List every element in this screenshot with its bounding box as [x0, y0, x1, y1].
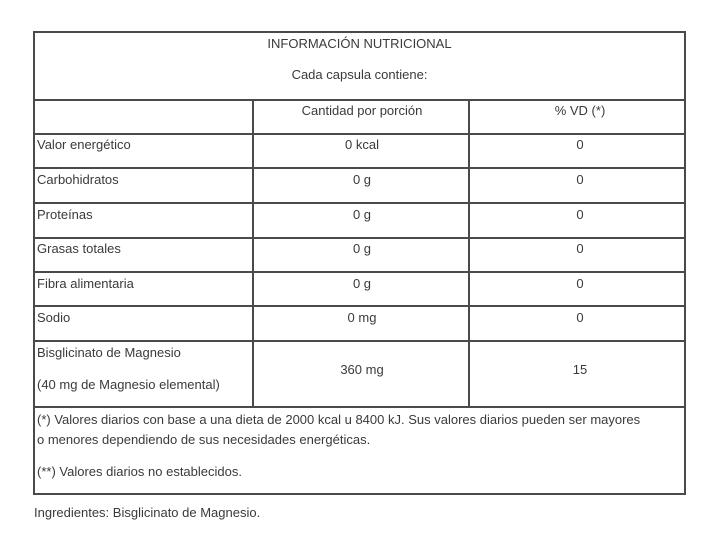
- row-label: Proteínas: [37, 207, 93, 222]
- row-label: Valor energético: [37, 137, 131, 152]
- row-label: Carbohidratos: [37, 172, 119, 187]
- row-vd: 0: [576, 137, 584, 152]
- row-vd: 0: [576, 310, 584, 325]
- row-amount: 0 g: [352, 207, 372, 222]
- divider: [35, 99, 684, 101]
- footnote-daily-values-line1: (*) Valores diarios con base a una dieta de 2000 kcal u 8400 kJ. Sus valores diarios pueden ser mayores: [37, 412, 641, 427]
- row-label: Bisglicinato de Magnesio: [37, 345, 181, 360]
- row-vd: 0: [576, 276, 584, 291]
- row-amount: 0 g: [352, 172, 372, 187]
- table-title: INFORMACIÓN NUTRICIONAL: [267, 36, 452, 51]
- header-vd: % VD (*): [554, 103, 606, 118]
- row-amount: 0 g: [352, 276, 372, 291]
- divider: [35, 340, 684, 342]
- ingredients-text: Ingredientes: Bisglicinato de Magnesio.: [34, 505, 261, 520]
- divider: [35, 167, 684, 169]
- row-label: Grasas totales: [37, 241, 121, 256]
- divider: [35, 202, 684, 204]
- row-vd: 0: [576, 241, 584, 256]
- header-amount: Cantidad por porción: [301, 103, 423, 118]
- row-label: Fibra alimentaria: [37, 276, 134, 291]
- row-amount: 360 mg: [340, 362, 384, 377]
- divider: [35, 271, 684, 273]
- footnote-not-established: (**) Valores diarios no establecidos.: [37, 464, 242, 479]
- row-amount: 0 g: [352, 241, 372, 256]
- row-label-secondary: (40 mg de Magnesio elemental): [37, 377, 220, 392]
- row-vd: 15: [572, 362, 588, 377]
- row-label: Sodio: [37, 310, 71, 325]
- divider: [35, 133, 684, 135]
- footnote-daily-values-line2: o menores dependiendo de sus necesidades energéticas.: [37, 432, 371, 447]
- table-subtitle: Cada capsula contiene:: [291, 67, 428, 82]
- nutrition-facts-table: [33, 31, 686, 495]
- row-amount: 0 mg: [347, 310, 377, 325]
- row-vd: 0: [576, 207, 584, 222]
- row-vd: 0: [576, 172, 584, 187]
- row-amount: 0 kcal: [345, 137, 379, 152]
- divider: [35, 406, 684, 408]
- divider: [35, 237, 684, 239]
- divider: [35, 305, 684, 307]
